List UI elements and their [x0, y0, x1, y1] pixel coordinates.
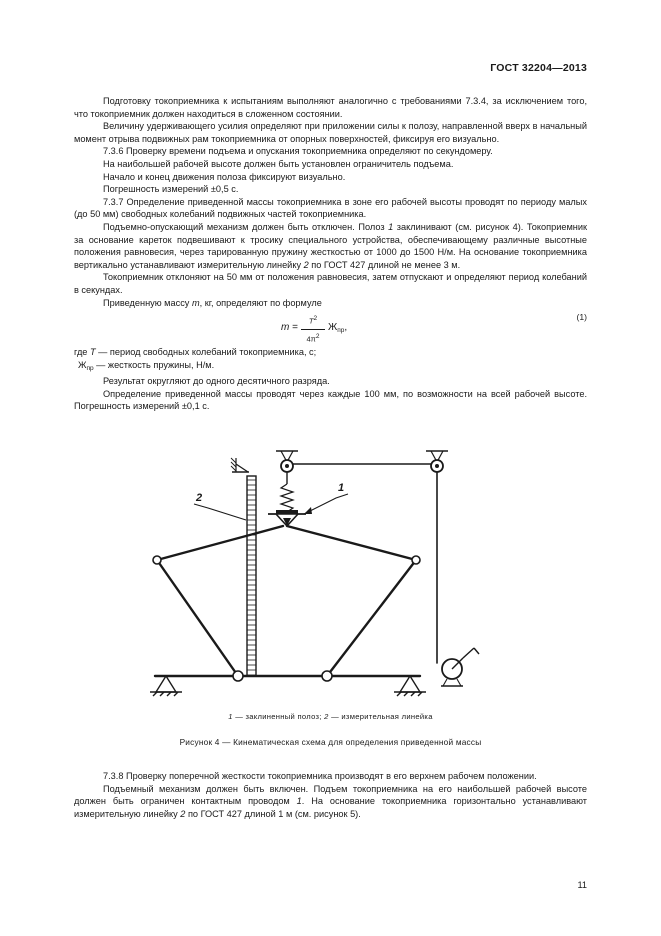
hinge-joint-base-left — [233, 671, 243, 681]
formula-1 — [74, 311, 587, 345]
kinematic-diagram — [0, 448, 661, 698]
text-run: — период свободных колебаний токоприемника, с; — [95, 347, 317, 358]
formula-equals: = — [289, 322, 298, 334]
exponent: 2 — [315, 333, 320, 341]
formula-fraction — [301, 313, 325, 346]
text-run: где — [74, 347, 90, 358]
text-run: 2 — [303, 259, 309, 270]
paragraph — [74, 297, 587, 310]
body-text-top — [74, 95, 587, 413]
paragraph: Подготовку токоприемника к испытаниям выполняют аналогично с требованиями 7.3.4, за исключением того, что токоприемник должен находиться в сложенном состоянии. — [74, 96, 587, 119]
callout-leader-2 — [194, 504, 246, 520]
pulley-top-left — [276, 451, 298, 472]
formula-var-m: m — [281, 322, 290, 334]
text-run: по ГОСТ 427 длиной не менее 3 м. — [308, 259, 461, 270]
formula-comma: , — [344, 322, 348, 334]
formula-rhs — [328, 322, 347, 338]
text-run: Подъемный механизм должен быть включен. Подъем токоприемника на его наибольшей рабочей высоте должен быть ограничен контактным проводом — [74, 783, 587, 807]
text-run: 2 — [180, 808, 186, 819]
formula-den-text: 4π — [306, 334, 316, 344]
formula-lhs — [281, 322, 298, 335]
text-run: Подъемно-опускающий механизм должен быть отключен. Полоз — [103, 221, 389, 232]
upper-arm-left — [157, 526, 283, 560]
subscript: пр — [337, 327, 345, 335]
paragraph: 7.3.7 Определение приведенной массы токоприемника в зоне его рабочей высоты проводят по периоду малых (до 50 мм) свободных колебаний подвижных частей токоприемника. — [74, 196, 587, 220]
figure-caption: Рисунок 4 — Кинематическая схема для определения приведенной массы — [179, 737, 482, 747]
text-run: — заклиненный полоз; — [232, 712, 325, 721]
standard-header: ГОСТ 32204—2013 — [490, 62, 587, 74]
paragraph: Начало и конец движения полоза фиксируют визуально. — [103, 171, 346, 182]
paragraph: Величину удерживающего усилия определяют при приложении силы к полозу, направленной вверх в начальный момент отрыва подвижных рам токоприемника от опорных поверхностей, фиксируя его визуально. — [74, 121, 587, 144]
pulley-top-right — [426, 451, 448, 472]
lower-arm-left — [157, 560, 238, 676]
body-text-bottom — [74, 770, 587, 820]
exponent: 2 — [313, 315, 318, 323]
text-run: m — [191, 297, 200, 308]
text-run: Приведенную массу — [103, 297, 192, 308]
formula-number: (1) — [576, 312, 587, 323]
formula-var-zh: Ж — [328, 322, 338, 334]
definition-zh — [74, 359, 587, 376]
text-run: . На основание токоприемника горизонтально устанавливают измерительную линейку — [74, 796, 587, 819]
fraction-numerator — [301, 313, 325, 330]
text-run: по ГОСТ 427 длиной 1 м (см. рисунок 5). — [185, 808, 361, 819]
text-run: 1 — [296, 796, 302, 807]
formula-var-t: T — [308, 316, 314, 326]
callout-label-1: 1 — [338, 482, 345, 494]
paragraph: Результат округляют до одного десятичного разряда. — [103, 376, 330, 387]
paragraph: Определение приведенной массы проводят через каждые 100 мм, по возможности на всей рабочей высоте. Погрешность измерений ±0,1 с. — [74, 388, 587, 412]
hinge-joint-left — [153, 556, 161, 564]
paragraph — [74, 783, 587, 821]
callout-label-2: 2 — [196, 492, 203, 504]
text-run: 1 — [228, 712, 233, 721]
subscript: пр — [86, 364, 94, 372]
paragraph — [74, 221, 587, 271]
paragraph: 7.3.6 Проверку времени подъема и опускания токоприемника определяют по секундомеру. — [103, 146, 493, 157]
figure-legend — [0, 712, 661, 721]
text-run: Ж — [78, 359, 87, 370]
measuring-ruler — [231, 458, 256, 676]
text-run: T — [89, 347, 96, 358]
fraction-denominator — [301, 330, 325, 346]
paragraph: На наибольшей рабочей высоте должен быть установлен ограничитель подъема. — [103, 158, 454, 169]
page-number: 11 — [577, 880, 587, 890]
paragraph: 7.3.8 Проверку поперечной жесткости токоприемника производят в его верхнем рабочем положении. — [103, 771, 537, 781]
text-run: 1 — [388, 221, 394, 232]
formula-definitions — [74, 346, 587, 375]
lower-arm-right — [327, 560, 416, 676]
text-run: 2 — [324, 712, 329, 721]
text-run: — измерительная линейка — [328, 712, 433, 721]
spring-assembly — [268, 470, 306, 526]
text-run: — жесткость пружины, Н/м. — [93, 359, 215, 370]
support-right — [394, 676, 426, 696]
winch — [441, 648, 479, 686]
definition-t — [74, 346, 587, 359]
hinge-joint-right — [412, 556, 420, 564]
text-run: заклинивают (см. рисунок 4). Токоприемник за основание кареток подвешивают к тросику специального устройства, обеспечивающему различные высотные положения равновесия, через тарированную пружину жесткостью от 1000 до 1500 Н/м. На основание токоприемника вертикально устанавливают измерительную линейку — [74, 221, 587, 270]
text-run: , кг, определяют по формуле — [199, 297, 322, 308]
support-left — [150, 676, 182, 696]
paragraph: Токоприемник отклоняют на 50 мм от положения равновесия, затем отпускают и определяют период колебаний в секундах. — [74, 272, 587, 295]
paragraph: Погрешность измерений ±0,5 с. — [103, 184, 239, 195]
hinge-joint-base-center — [322, 671, 332, 681]
upper-arm-right — [287, 526, 416, 560]
